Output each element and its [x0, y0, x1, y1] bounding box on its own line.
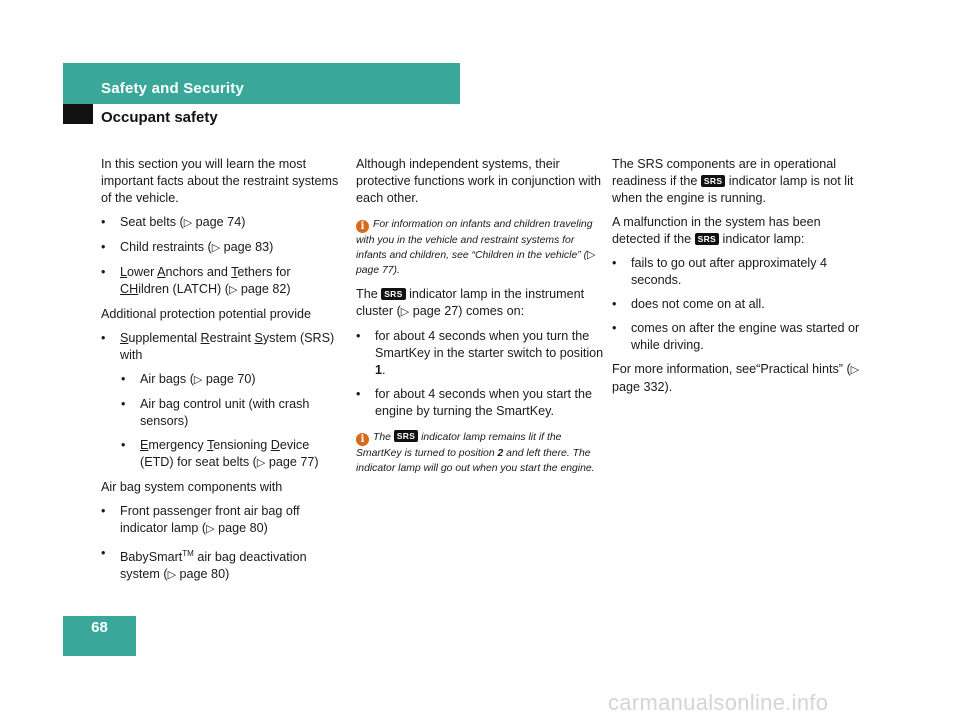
arrow-icon: ▷ — [228, 284, 238, 296]
page-ref-link[interactable]: page 83) — [223, 240, 274, 254]
arrow-icon: ▷ — [400, 306, 410, 318]
page-ref-link[interactable]: page 77). — [356, 265, 400, 276]
arrow-icon: ▷ — [850, 364, 860, 376]
page-ref-link[interactable]: page 74) — [195, 215, 246, 229]
arrow-icon: ▷ — [167, 569, 177, 582]
subsection-title: Occupant safety — [101, 109, 218, 126]
section-title: Safety and Security — [101, 80, 245, 97]
info-icon: i — [356, 220, 369, 233]
page-ref-link[interactable]: page 70) — [205, 372, 256, 386]
sub-list-item: • Air bags (▷ page 70) — [121, 372, 256, 386]
bullet: • — [101, 546, 106, 560]
column-2 — [356, 156, 604, 484]
bullet: • — [612, 321, 617, 335]
list-item: • Lower Anchors and Tethers for CHildren (LATCH) (▷ page 82) — [101, 265, 291, 296]
column-3 — [612, 156, 862, 403]
arrow-icon: ▷ — [193, 374, 203, 386]
list-item: • does not come on at all. — [612, 297, 765, 311]
list-item: • comes on after the engine was started or while driving. — [612, 321, 860, 352]
list-item: • fails to go out after approximately 4 seconds. — [612, 256, 828, 287]
list-item: • Front passenger front air bag off indicator lamp (▷ page 80) — [101, 504, 300, 535]
bullet: • — [612, 256, 617, 270]
bullet: • — [356, 387, 361, 401]
list-item: • Seat belts (▷ page 74) — [101, 215, 246, 229]
page-ref-link[interactable]: page 80) — [218, 521, 268, 535]
bullet: • — [612, 297, 617, 311]
list-item: • for about 4 seconds when you turn the SmartKey in the starter switch to position 1. — [356, 329, 604, 377]
list-item: • for about 4 seconds when you start the engine by turning the SmartKey. — [356, 387, 593, 418]
srs-indicator-icon: SRS — [695, 233, 719, 245]
components-heading: Air bag system components with — [101, 480, 283, 494]
bullet: • — [101, 215, 106, 229]
section-tab-marker — [63, 104, 93, 124]
bullet: • — [101, 504, 106, 518]
sub-list-item: • Emergency Tensioning Device (ETD) for seat belts (▷ page 77) — [121, 438, 319, 469]
bullet: • — [121, 438, 126, 452]
arrow-icon: ▷ — [211, 242, 221, 254]
arrow-icon: ▷ — [256, 457, 266, 469]
list-item: • Supplemental Restraint System (SRS) with — [101, 331, 335, 362]
info-icon: i — [356, 433, 369, 446]
bullet: • — [101, 265, 106, 279]
bullet: • — [121, 372, 126, 386]
srs-indicator-icon: SRS — [381, 288, 405, 300]
malfunction-text: A malfunction in the system has been detected if the SRS indicator lamp: — [612, 215, 821, 246]
bullet: • — [101, 240, 106, 254]
sub-list-item: • Air bag control unit (with crash sensors) — [121, 397, 310, 428]
arrow-icon: ▷ — [183, 217, 193, 229]
intro-text: In this section you will learn the most important facts about the restraint systems of the vehicle. — [101, 157, 339, 205]
additional-text: Additional protection potential provide — [101, 307, 312, 321]
intro-text: Although independent systems, their protective functions work in conjunction with each other. — [356, 157, 602, 205]
bullet: • — [121, 397, 126, 411]
page-ref-link[interactable]: page 82) — [240, 282, 291, 296]
arrow-icon: ▷ — [206, 523, 215, 535]
page-ref-link[interactable]: page 332). — [612, 380, 673, 394]
lamp-text: The SRS indicator lamp in the instrument cluster (▷ page 27) comes on: — [356, 287, 585, 318]
readiness-text: The SRS components are in operational readiness if the SRS indicator lamp is not lit when the engine is running. — [612, 157, 854, 205]
page-number: 68 — [63, 616, 136, 656]
bullet: • — [356, 329, 361, 343]
page-ref-link[interactable]: page 77) — [268, 455, 319, 469]
srs-indicator-icon: SRS — [701, 175, 725, 187]
column-1 — [101, 156, 346, 591]
page-ref-link[interactable]: page 27) comes on: — [412, 304, 525, 318]
watermark: carmanualsonline.info — [608, 690, 829, 715]
info-note: i The SRS indicator lamp remains lit if the SmartKey is turned to position 2 and left there. The indicator lamp will go out when you start the engine. — [356, 431, 595, 474]
list-item: • BabySmart™ air bag deactivation system (▷ page 80) — [101, 546, 307, 582]
trademark: TM — [182, 549, 194, 558]
srs-indicator-icon: SRS — [394, 430, 418, 442]
more-info-text: For more information, see“Practical hints” (▷ page 332). — [612, 362, 860, 394]
bullet: • — [101, 331, 106, 345]
page-ref-link[interactable]: page 80) — [179, 567, 230, 582]
info-note: i For information on infants and children traveling with you in the vehicle and restraint systems for infants and children, see “Children in the vehicle” (▷ page 77). — [356, 219, 596, 276]
arrow-icon: ▷ — [587, 249, 596, 261]
list-item: • Child restraints (▷ page 83) — [101, 240, 274, 254]
